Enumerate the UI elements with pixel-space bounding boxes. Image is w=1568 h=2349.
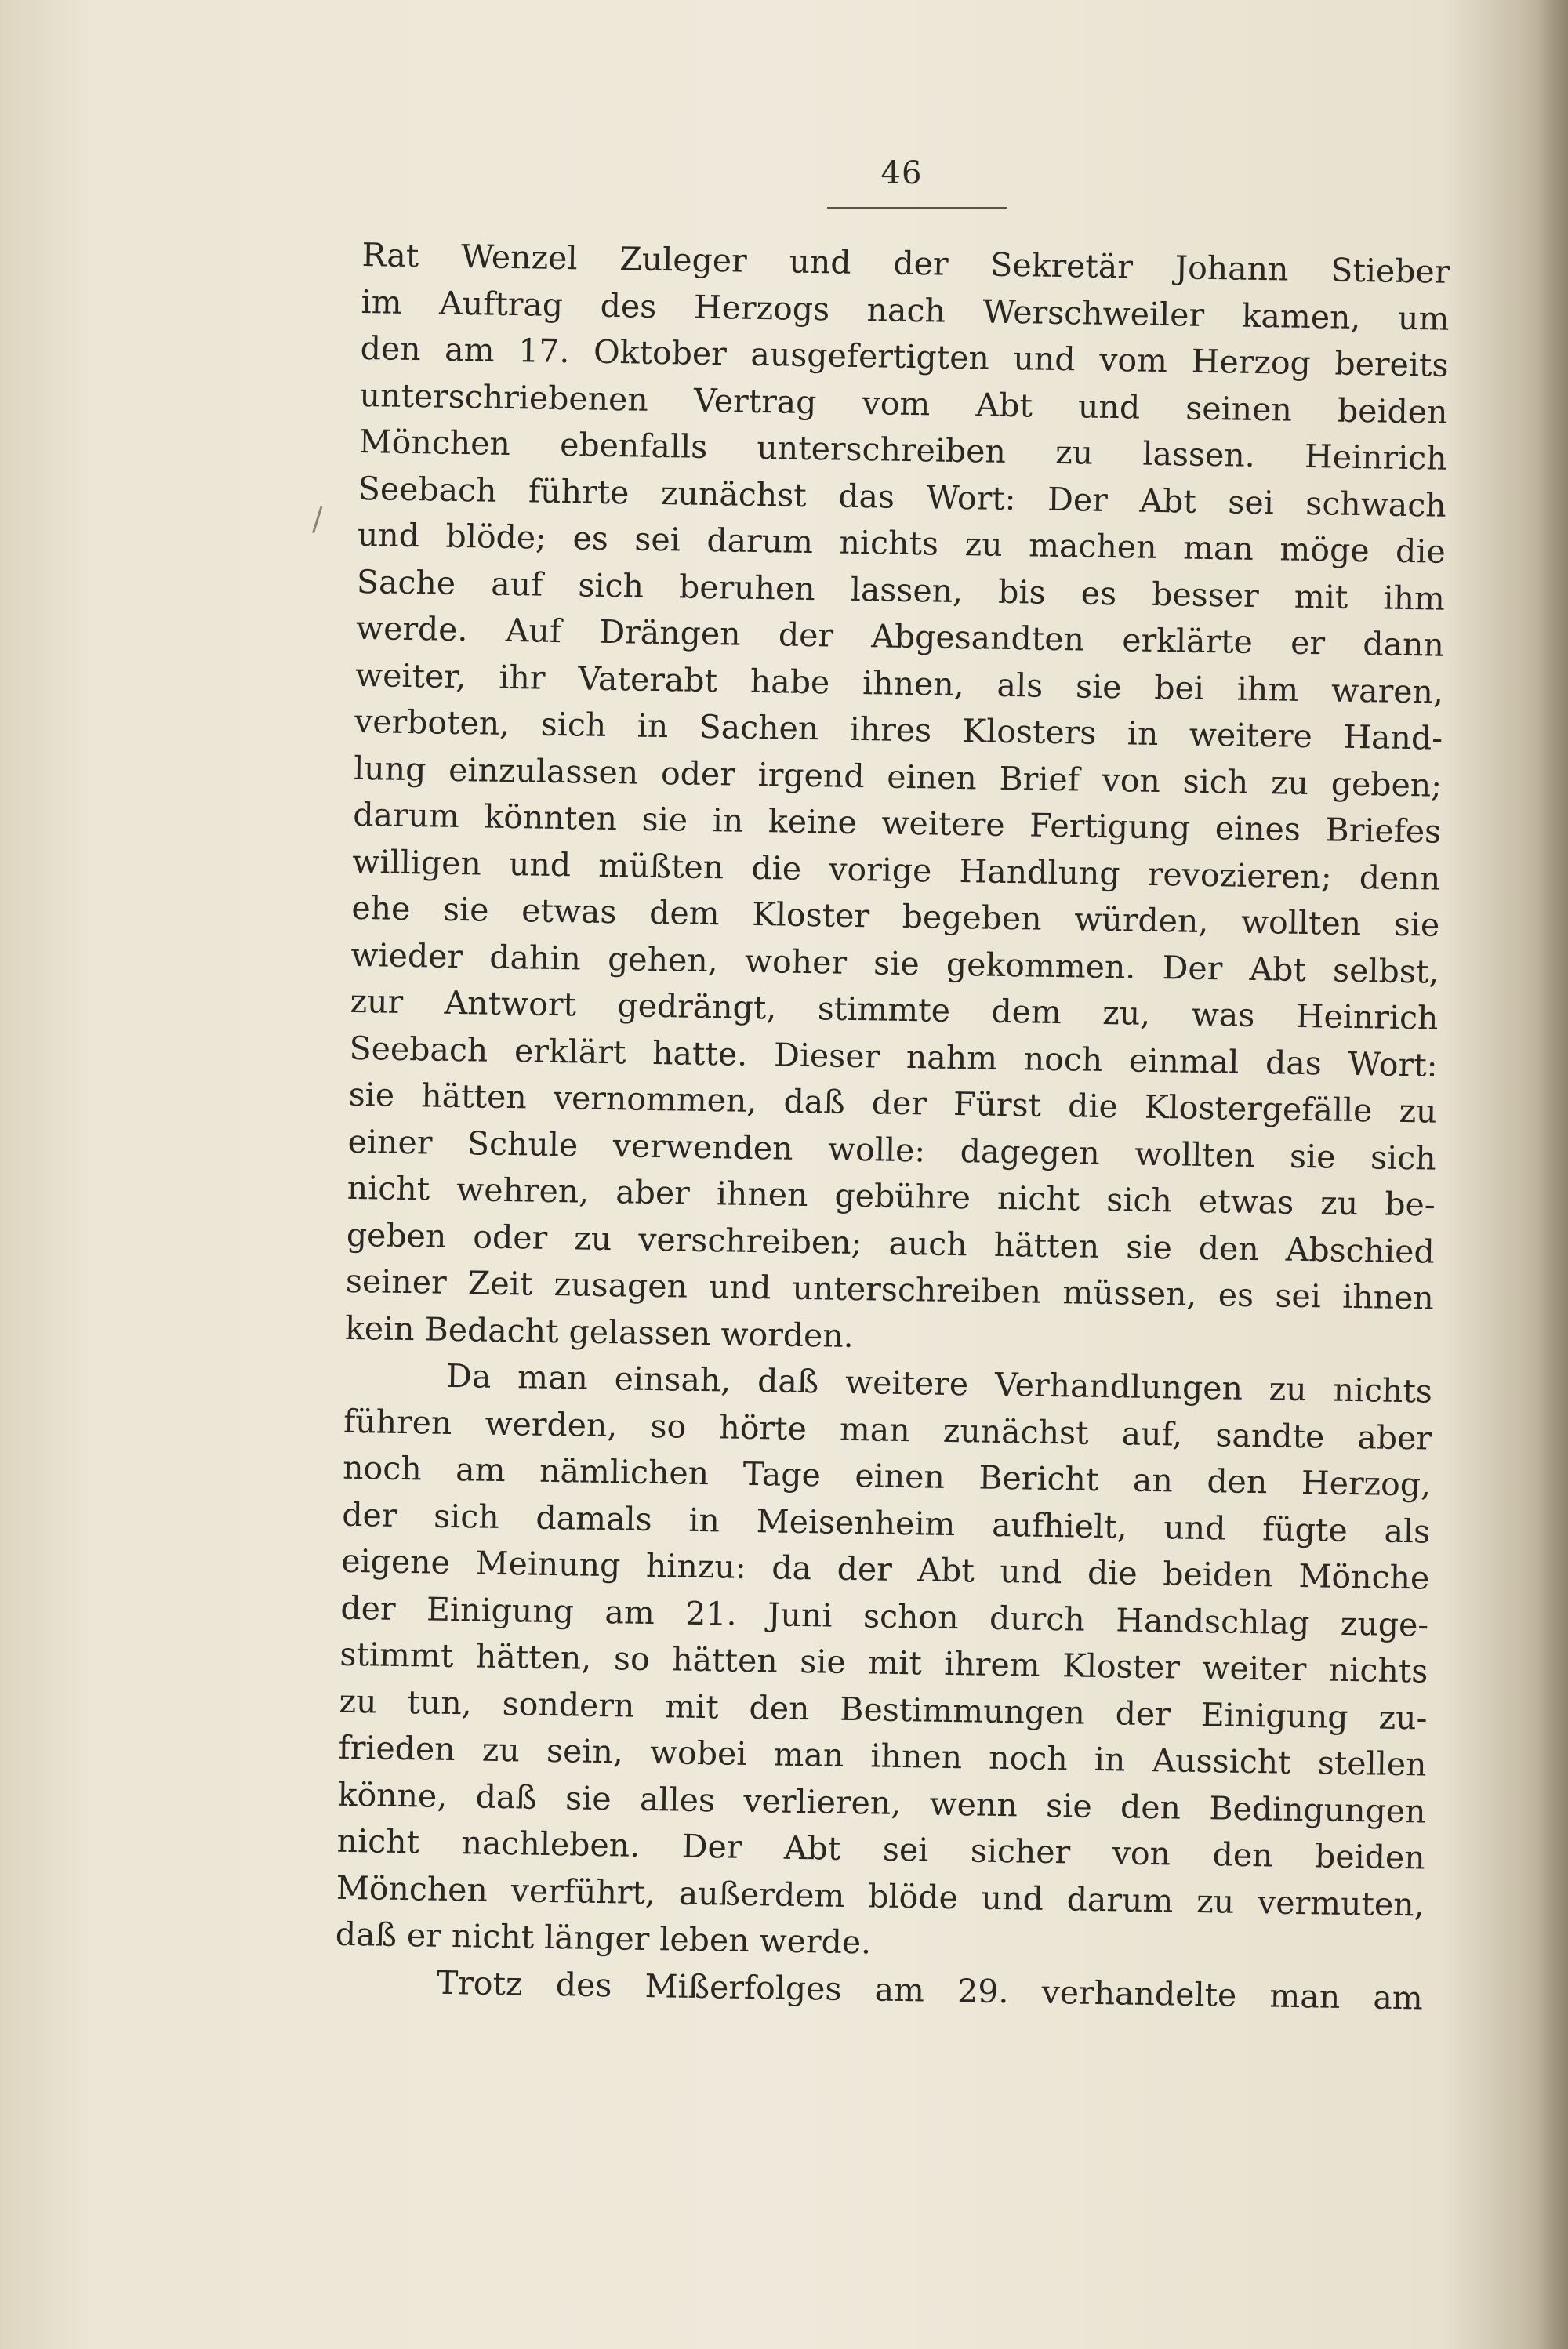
text-line: Da man einsah, daß weitere Verhandlungen zu nichts [445,1356,1433,1410]
text-line: Seebach führte zunächst das Wort: Der Abt sei schwach [358,469,1447,525]
text-line: unterschriebenen Vertrag vom Abt und seinen beiden [359,376,1448,431]
text-line: stimmt hätten, so hätten sie mit ihrem Kloster weiter nichts [339,1635,1428,1690]
paragraph [335,1352,1432,1975]
text-line: Seebach erklärt hatte. Dieser nahm noch einmal das Wort: [349,1029,1438,1084]
text-line: der sich damals in Meisenheim aufhielt, und fügte als [341,1495,1431,1551]
text-line: den am 17. Oktober ausgefertigten und vom Herzog bereits [360,329,1449,384]
page-edge-shadow [1537,0,1568,2349]
text-line: werde. Auf Drängen der Abgesandten erklärte er dann [355,608,1445,664]
text-line: daß er nicht länger leben werde. [335,1915,872,1962]
paragraph [345,232,1450,1369]
text-line: nicht wehren, aber ihnen gebühre nicht sich etwas zu be- [347,1168,1436,1224]
text-line: verboten, sich in Sachen ihres Klosters in weitere Hand- [354,702,1443,757]
text-line: lung einzulassen oder irgend einen Brief von sich zu geben; [353,749,1443,804]
text-line: Rat Wenzel Zuleger und der Sekretär Johann Stieber [361,235,1450,291]
text-line: sie hätten vernommen, daß der Fürst die Klostergefälle zu [348,1075,1437,1131]
text-line: Trotz des Mißerfolges am 29. verhandelte man am [436,1963,1424,2017]
page-number-rule [827,207,1007,209]
text-line: im Auftrag des Herzogs nach Werschweiler kamen, um [361,282,1450,338]
text-line: führen werden, so hörte man zunächst auf, sandte aber [343,1402,1432,1458]
text-line: kein Bedacht gelassen worden. [344,1309,855,1355]
text-line: seiner Zeit zusagen und unterschreiben müssen, es sei ihnen [345,1262,1435,1317]
margin-mark: / [312,502,323,538]
text-line: zu tun, sondern mit den Bestimmungen der Einigung zu- [339,1682,1428,1737]
text-line: ehe sie etwas dem Kloster begeben würden, wollten sie [351,888,1440,944]
text-line: zur Antwort gedrängt, stimmte dem zu, was Heinrich [350,982,1439,1037]
text-line: eigene Meinung hinzu: da der Abt und die beiden Mönche [340,1541,1430,1597]
text-line: willigen und müßten die vorige Handlung revozieren; denn [352,842,1441,898]
text-line: frieden zu sein, wobei man ihnen noch in Aussicht stellen [338,1728,1427,1784]
text-line: noch am nämlichen Tage einen Bericht an den Herzog, [342,1448,1432,1504]
text-line: nicht nachleben. Der Abt sei sicher von den beiden [336,1821,1425,1877]
text-line: Mönchen ebenfalls unterschreiben zu lassen. Heinrich [358,422,1448,477]
page-number: 46 [880,155,923,191]
text-line: und blöde; es sei darum nichts zu machen man möge die [357,515,1446,571]
text-line: darum könnten sie in keine weitere Fertigung eines Briefes [352,795,1442,851]
text-line: einer Schule verwenden wolle: dagegen wollten sie sich [347,1122,1436,1178]
text-line: Mönchen verführt, außerdem blöde und darum zu vermuten, [336,1868,1425,1924]
text-line: Sache auf sich beruhen lassen, bis es besser mit ihm [356,562,1446,618]
text-line: geben oder zu verschreiben; auch hätten sie den Abschied [346,1215,1436,1271]
body-text [334,232,1450,2022]
text-line: der Einigung am 21. Juni schon durch Handschlag zuge- [340,1588,1429,1644]
text-line: könne, daß sie alles verlieren, wenn sie den Bedingungen [337,1775,1426,1831]
text-line: weiter, ihr Vaterabt habe ihnen, als sie bei ihm waren, [354,655,1444,711]
text-line: wieder dahin gehen, woher sie gekommen. Der Abt selbst, [350,935,1439,991]
